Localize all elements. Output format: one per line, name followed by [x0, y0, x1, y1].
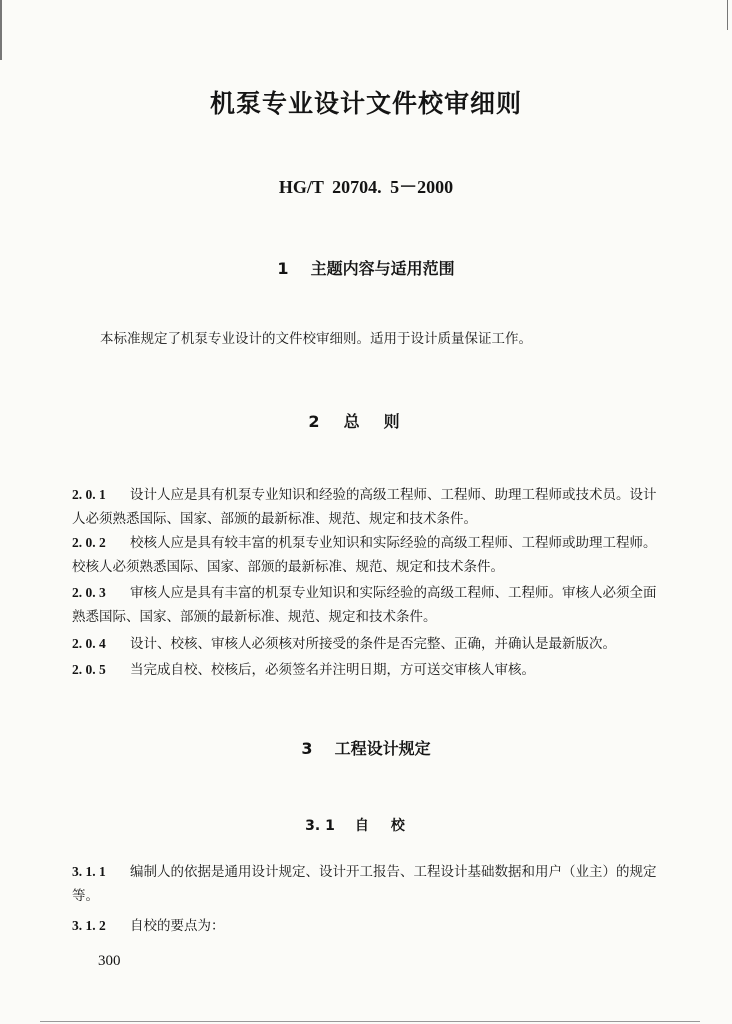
clause-text: 当完成自校、校核后，必须签名并注明日期，方可送交审核人审核。 — [130, 662, 535, 678]
clause-number: 3. 1. 1 — [72, 864, 106, 879]
clause-number: 2. 0. 2 — [72, 535, 106, 550]
clause-2-0-2 — [72, 531, 660, 579]
scan-edge-mark — [0, 0, 2, 60]
section-title: 自校 — [354, 818, 427, 834]
clause-number: 2. 0. 5 — [72, 662, 106, 677]
section-number: 3 — [301, 739, 313, 758]
clause-text: 设计、校核、审核人必须核对所接受的条件是否完整、正确，并确认是最新版次。 — [130, 636, 616, 652]
clause-text: 审核人应是具有丰富的机泵专业知识和实际经验的高级工程师、工程师。审核人必须全面熟悉国际、国家、部颁的最新标准、规范、规定和技术条件。 — [72, 585, 657, 625]
clause-number: 3. 1. 2 — [72, 918, 106, 933]
scan-edge-mark — [727, 0, 728, 30]
section-2-heading — [0, 409, 732, 432]
clause-text: 自校的要点为： — [130, 918, 225, 934]
section-title: 工程设计规定 — [334, 739, 431, 758]
section-number: 2 — [308, 412, 320, 431]
clause-2-0-3 — [72, 581, 660, 629]
clause-text: 编制人的依据是通用设计规定、设计开工报告、工程设计基础数据和用户（业主）的规定等。 — [72, 864, 657, 904]
clause-2-0-5 — [72, 658, 660, 682]
section-1-body: 本标准规定了机泵专业设计的文件校审细则。适用于设计质量保证工作。 — [100, 331, 532, 347]
section-3-heading — [0, 736, 732, 759]
page-number: 300 — [98, 953, 121, 969]
clause-text: 设计人应是具有机泵专业知识和经验的高级工程师、工程师、助理工程师或技术员。设计人必须熟悉国际、国家、部颁的最新标准、规范、规定和技术条件。 — [72, 487, 657, 527]
clause-3-1-2 — [72, 914, 660, 938]
clause-2-0-4 — [72, 632, 660, 656]
clause-number: 2. 0. 3 — [72, 585, 106, 600]
section-title: 主题内容与适用范围 — [310, 259, 455, 278]
section-number: 1 — [277, 259, 289, 278]
clause-text: 校核人应是具有较丰富的机泵专业知识和实际经验的高级工程师、工程师或助理工程师。校核人必须熟悉国际、国家、部颁的最新标准、规范、规定和技术条件。 — [72, 535, 657, 575]
clause-number: 2. 0. 4 — [72, 636, 106, 651]
section-3-1-heading — [0, 815, 732, 835]
document-title: 机泵专业设计文件校审细则 — [209, 89, 522, 118]
clause-3-1-1 — [72, 860, 660, 908]
section-1-heading — [0, 256, 732, 279]
clause-number: 2. 0. 1 — [72, 487, 106, 502]
clause-2-0-1 — [72, 483, 660, 531]
scan-bottom-line — [40, 1021, 700, 1022]
section-number: 3. 1 — [305, 818, 335, 834]
standard-number: HG/T 20704. 5－2000 — [278, 177, 454, 197]
section-title: 总则 — [343, 412, 424, 431]
